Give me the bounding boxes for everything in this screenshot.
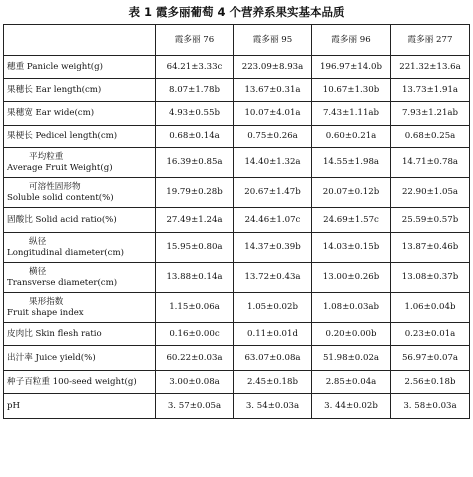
value-cell: 7.43±1.11ab [312, 102, 391, 126]
value-cell: 4.93±0.55b [156, 102, 234, 126]
row-label: Average Fruit Weight(g) [7, 162, 113, 173]
row-label: 可溶性固形物 [29, 181, 81, 192]
value-cell: 3.00±0.08a [156, 371, 234, 394]
value-cell: 13.67±0.31a [234, 79, 312, 102]
value-cell: 7.93±1.21ab [391, 102, 470, 126]
value-cell: 1.08±0.03ab [312, 293, 391, 323]
header-empty-cell [4, 25, 156, 56]
column-header: 霞多丽 96 [312, 25, 391, 56]
table-row [4, 263, 470, 293]
table-row [4, 56, 470, 79]
value-cell: 0.75±0.26a [234, 126, 312, 148]
value-cell: 13.00±0.26b [312, 263, 391, 293]
value-cell: 3. 58±0.03a [391, 394, 470, 419]
column-header: 霞多丽 277 [391, 25, 470, 56]
value-cell: 0.20±0.00b [312, 323, 391, 346]
value-cell: 13.87±0.46b [391, 233, 470, 263]
value-cell: 10.07±4.01a [234, 102, 312, 126]
table-row [4, 79, 470, 102]
row-label: Transverse diameter(cm) [7, 277, 118, 288]
row-label-cell [4, 293, 156, 323]
value-cell: 10.67±1.30b [312, 79, 391, 102]
row-label: pH [7, 400, 20, 411]
value-cell: 0.11±0.01d [234, 323, 312, 346]
value-cell: 0.60±0.21a [312, 126, 391, 148]
row-label-cell [4, 346, 156, 371]
value-cell: 2.85±0.04a [312, 371, 391, 394]
value-cell: 14.71±0.78a [391, 148, 470, 178]
value-cell: 20.07±0.12b [312, 178, 391, 208]
value-cell: 0.23±0.01a [391, 323, 470, 346]
value-cell: 14.55±1.98a [312, 148, 391, 178]
quality-table [3, 24, 470, 419]
value-cell: 64.21±3.33c [156, 56, 234, 79]
value-cell: 13.08±0.37b [391, 263, 470, 293]
table-row [4, 293, 470, 323]
column-header: 霞多丽 76 [156, 25, 234, 56]
value-cell: 221.32±13.6a [391, 56, 470, 79]
table-row [4, 102, 470, 126]
row-label: 种子百粒重 100-seed weight(g) [7, 376, 137, 387]
value-cell: 51.98±0.02a [312, 346, 391, 371]
value-cell: 20.67±1.47b [234, 178, 312, 208]
table-title: 表 1 霞多丽葡萄 4 个营养系果实基本品质 [128, 5, 345, 19]
value-cell: 14.03±0.15b [312, 233, 391, 263]
value-cell: 1.05±0.02b [234, 293, 312, 323]
row-label: Fruit shape index [7, 307, 84, 318]
value-cell: 13.88±0.14a [156, 263, 234, 293]
row-label-cell [4, 208, 156, 233]
value-cell: 22.90±1.05a [391, 178, 470, 208]
value-cell: 0.68±0.14a [156, 126, 234, 148]
row-label: 果梗长 Pedicel length(cm) [7, 131, 118, 141]
row-label: 果穗长 Ear length(cm) [7, 84, 102, 95]
value-cell: 60.22±0.03a [156, 346, 234, 371]
table-header-row [4, 25, 470, 56]
value-cell: 13.73±1.91a [391, 79, 470, 102]
value-cell: 0.16±0.00c [156, 323, 234, 346]
row-label-cell [4, 233, 156, 263]
row-label-cell [4, 371, 156, 394]
column-header: 霞多丽 95 [234, 25, 312, 56]
row-label: 果穗宽 Ear wide(cm) [7, 108, 95, 118]
table-row [4, 148, 470, 178]
table-row [4, 208, 470, 233]
table-row [4, 126, 470, 148]
value-cell: 3. 57±0.05a [156, 394, 234, 419]
row-label-cell [4, 263, 156, 293]
row-label-cell [4, 323, 156, 346]
row-label-cell [4, 56, 156, 79]
table-row [4, 323, 470, 346]
value-cell: 196.97±14.0b [312, 56, 391, 79]
row-label: Longitudinal diameter(cm) [7, 247, 124, 258]
value-cell: 14.40±1.32a [234, 148, 312, 178]
row-label: 皮肉比 Skin flesh ratio [7, 328, 102, 339]
value-cell: 3. 44±0.02b [312, 394, 391, 419]
table-row [4, 233, 470, 263]
value-cell: 14.37±0.39b [234, 233, 312, 263]
value-cell: 0.68±0.25a [391, 126, 470, 148]
row-label: 平均粒重 [29, 151, 64, 162]
value-cell: 223.09±8.93a [234, 56, 312, 79]
row-label-cell [4, 178, 156, 208]
value-cell: 24.46±1.07c [234, 208, 312, 233]
row-label-cell [4, 79, 156, 102]
value-cell: 13.72±0.43a [234, 263, 312, 293]
value-cell: 1.06±0.04b [391, 293, 470, 323]
value-cell: 8.07±1.78b [156, 79, 234, 102]
value-cell: 63.07±0.08a [234, 346, 312, 371]
value-cell: 24.69±1.57c [312, 208, 391, 233]
value-cell: 25.59±0.57b [391, 208, 470, 233]
value-cell: 1.15±0.06a [156, 293, 234, 323]
row-label: 穗重 Panicle weight(g) [7, 61, 103, 72]
row-label: 纵径 [29, 236, 47, 247]
value-cell: 2.45±0.18b [234, 371, 312, 394]
table-row [4, 371, 470, 394]
row-label-cell [4, 148, 156, 178]
value-cell: 2.56±0.18b [391, 371, 470, 394]
row-label: 出汁率 Juice yield(%) [7, 352, 96, 363]
row-label-cell [4, 102, 156, 126]
value-cell: 27.49±1.24a [156, 208, 234, 233]
table-row [4, 178, 470, 208]
value-cell: 16.39±0.85a [156, 148, 234, 178]
table-row [4, 346, 470, 371]
value-cell: 19.79±0.28b [156, 178, 234, 208]
value-cell: 56.97±0.07a [391, 346, 470, 371]
table-row [4, 394, 470, 419]
row-label: 果形指数 [29, 296, 64, 307]
row-label-cell [4, 394, 156, 419]
row-label: 横径 [29, 266, 47, 277]
value-cell: 3. 54±0.03a [234, 394, 312, 419]
value-cell: 15.95±0.80a [156, 233, 234, 263]
row-label: 固酸比 Solid acid ratio(%) [7, 214, 117, 225]
row-label: Soluble solid content(%) [7, 192, 114, 203]
row-label-cell [4, 126, 156, 148]
